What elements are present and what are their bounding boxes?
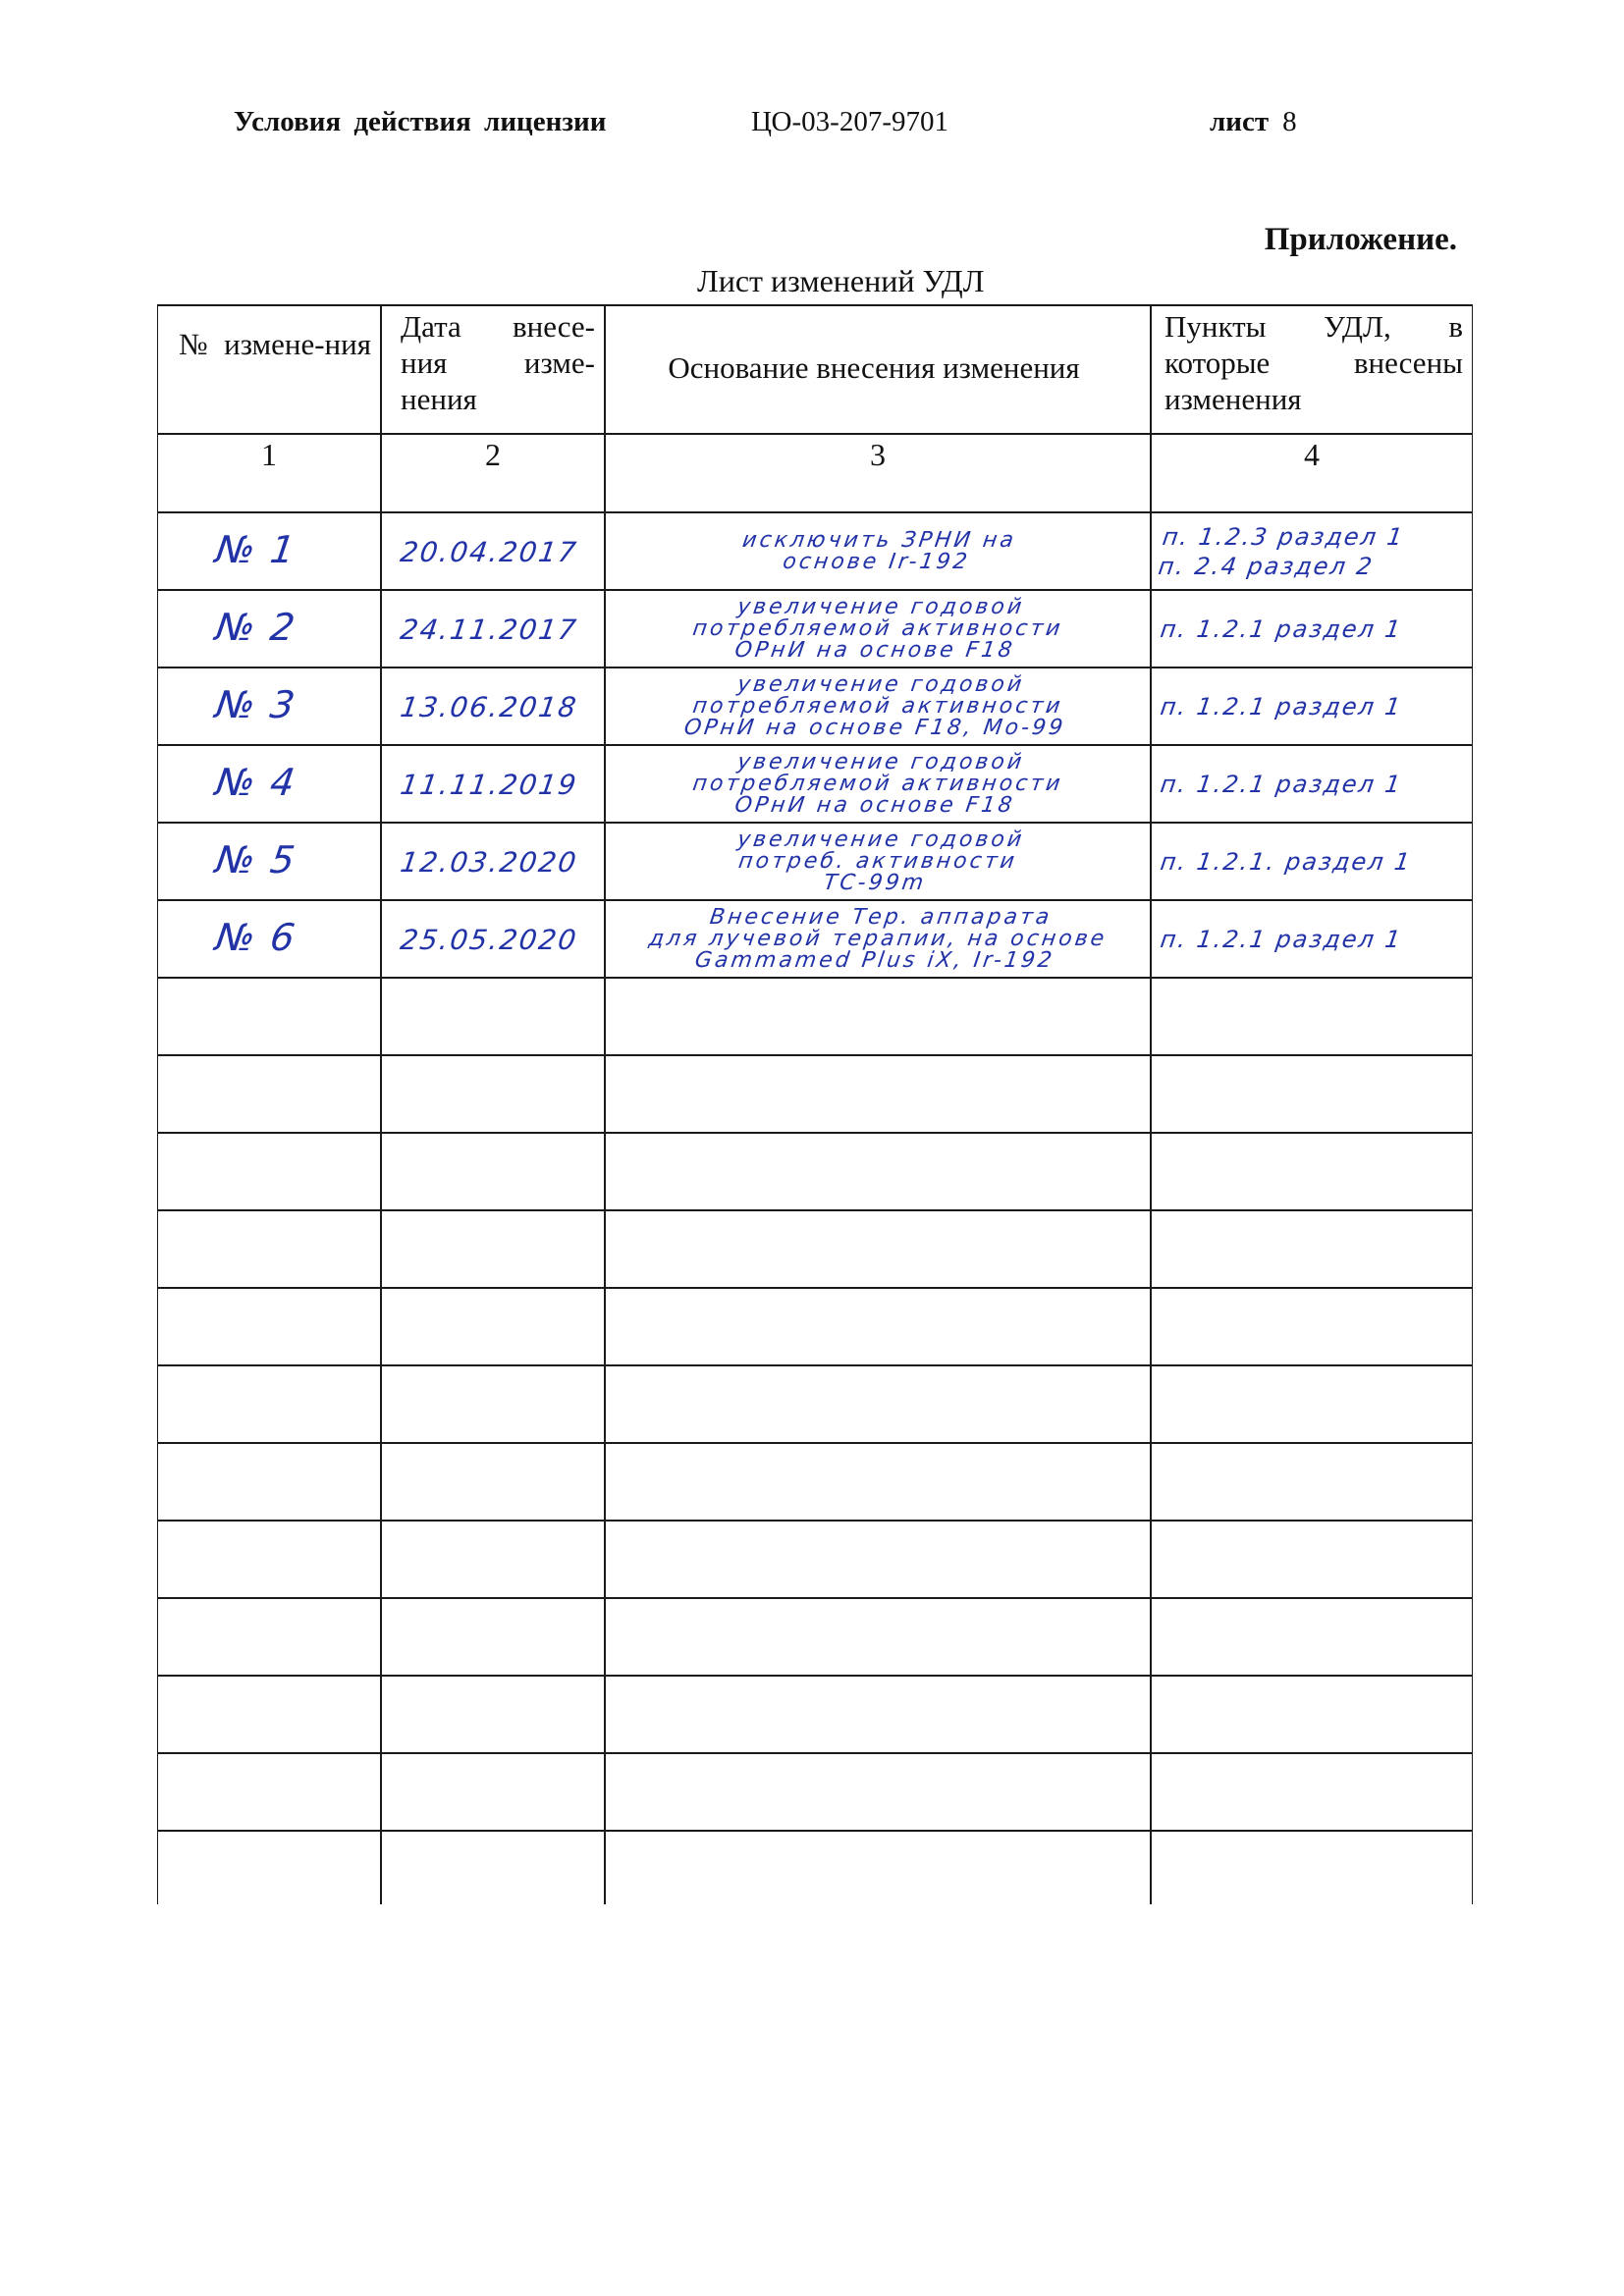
change-number: № 5 [212,838,299,881]
change-basis-line: потребляемой активности [690,771,1065,796]
change-basis [610,829,1145,894]
header-change-date: Дата внесе-ния изме-нения [401,309,595,416]
change-basis-line: увеличение годовой [735,594,1026,619]
change-basis-line: TC-99m [822,870,928,895]
change-basis-line: Gammamed Plus iX, Ir-192 [693,947,1056,973]
change-basis [610,904,1145,973]
change-number: № 6 [212,916,299,959]
change-date: 12.03.2020 [398,846,580,879]
change-basis [610,749,1145,818]
sheet-indicator [1210,106,1297,138]
affected-items [1157,522,1406,581]
license-code: ЦО-03-207-9701 [751,106,948,137]
header-affected-items: Пункты УДЛ, в которые внесены изменения [1164,309,1463,416]
affected-item-line: п. 1.2.1 раздел 1 [1159,692,1404,721]
change-date: 13.06.2018 [398,691,580,723]
column-number-4: 4 [1304,437,1320,472]
change-number: № 4 [212,761,299,804]
affected-items [1159,925,1404,954]
affected-item-line: п. 1.2.3 раздел 1 [1161,522,1407,551]
table-caption: Лист изменений УДЛ [697,263,985,298]
change-basis-line: основе Ir-192 [781,549,972,574]
header-change-number: № измене-ния [179,327,371,361]
change-date: 25.05.2020 [398,924,580,956]
change-basis-line: увеличение годовой [735,827,1026,852]
change-basis [612,527,1144,574]
change-basis-line: для лучевой терапии, на основе [647,926,1109,951]
change-basis-line: ОРнИ на основе F18 [732,637,1017,663]
change-basis-line: ОРнИ на основе F18 [732,792,1017,818]
column-number-3: 3 [870,437,886,472]
changes-table [157,304,1473,1904]
change-basis-line: потреб. активности [736,848,1019,874]
change-basis-line: увеличение годовой [735,749,1026,774]
affected-items [1159,692,1404,721]
column-number-2: 2 [485,437,501,472]
change-basis [610,594,1145,663]
change-date: 20.04.2017 [398,536,580,568]
change-basis-line: потребляемой активности [690,693,1065,719]
sheet-number: 8 [1282,106,1297,137]
header-change-basis: Основание внесения изменения [668,350,1080,385]
column-number-1: 1 [261,437,277,472]
affected-item-line: п. 1.2.1 раздел 1 [1159,925,1404,953]
affected-items [1159,770,1404,799]
affected-item-line: п. 1.2.1 раздел 1 [1159,770,1404,798]
affected-item-line: п. 2.4 раздел 2 [1156,552,1376,580]
change-number: № 3 [212,683,299,726]
change-basis-line: исключить ЗРНИ на [740,527,1018,553]
change-basis-line: увеличение годовой [735,671,1026,697]
change-date: 11.11.2019 [398,769,580,801]
change-date: 24.11.2017 [398,614,580,646]
affected-item-line: п. 1.2.1. раздел 1 [1159,847,1414,876]
change-basis-line: ОРнИ на основе F18, Mo-99 [682,715,1067,740]
affected-items [1159,847,1414,877]
change-number: № 1 [212,528,299,571]
change-basis [610,671,1145,740]
appendix-label: Приложение. [1264,222,1457,257]
change-basis-line: Внесение Тер. аппарата [708,904,1055,930]
change-basis-line: потребляемой активности [690,615,1065,641]
sheet-label: лист [1210,106,1270,137]
change-number: № 2 [212,606,299,649]
affected-item-line: п. 1.2.1 раздел 1 [1159,614,1404,643]
header-title: Условия действия лицензии [234,106,607,137]
affected-items [1159,614,1404,644]
